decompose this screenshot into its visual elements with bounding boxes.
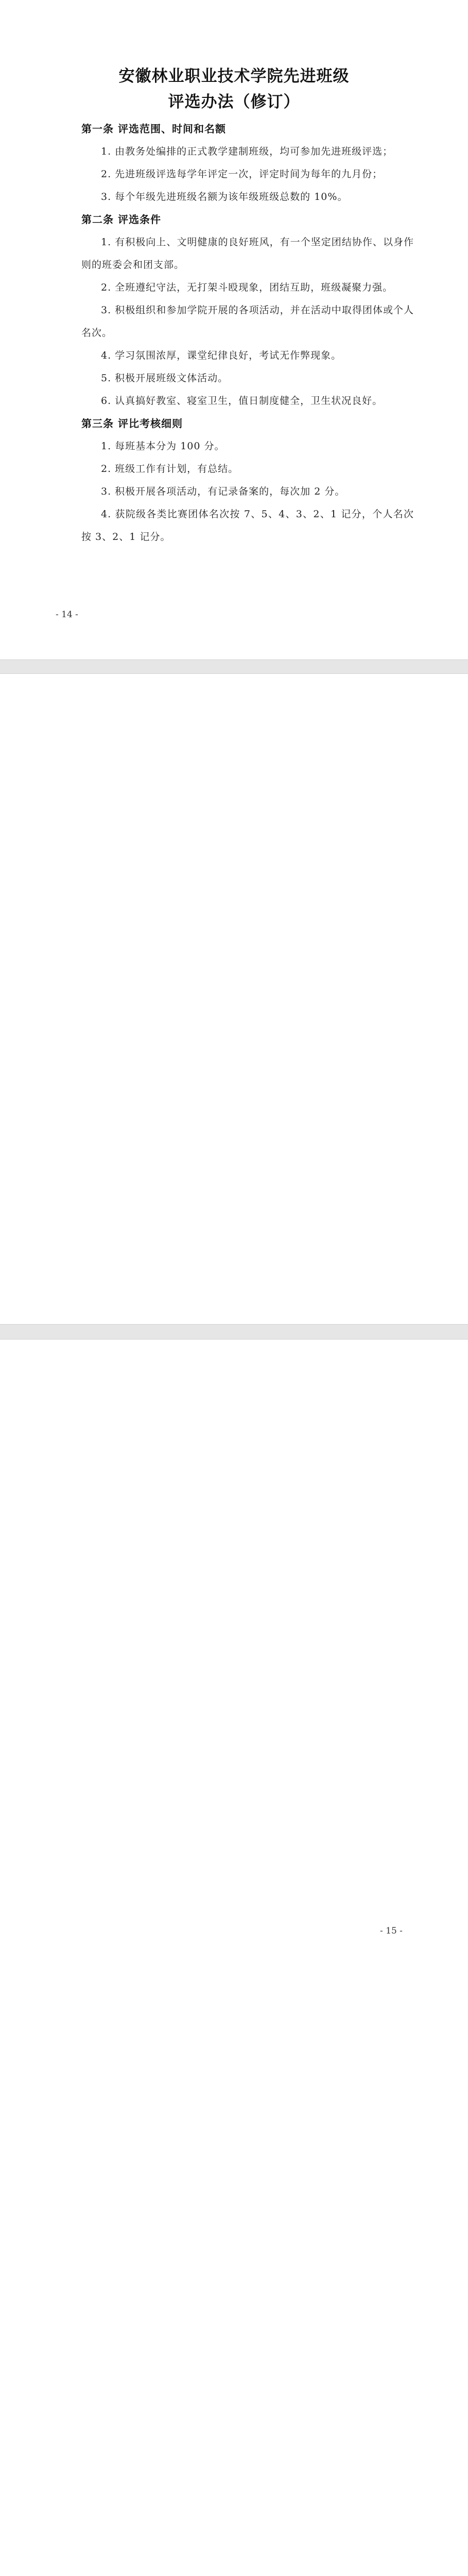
section-heading: 第二条 评选条件 [81,213,161,226]
document-title-line-1: 安徽林业职业技术学院先进班级 [118,67,350,86]
paragraph: 4. 学习氛围浓厚，课堂纪律良好，考试无作弊现象。 [101,350,342,361]
paragraph: 1. 由教务处编排的正式教学建制班级，均可参加先进班级评选； [101,146,393,157]
paragraph: 1. 有积极向上、文明健康的良好班风，有一个坚定团结协作、以身作则的班委会和团支部。 [81,236,414,270]
page-separator [0,659,468,674]
paragraph: 3. 积极开展各项活动，有记录备案的，每次加 2 分。 [101,486,345,497]
page-number: - 14 - [56,609,78,620]
page-number: - 15 - [380,1926,403,1936]
document-page-1 [0,0,468,659]
paragraph: 6. 认真搞好教室、寝室卫生，值日制度健全，卫生状况良好。 [101,395,383,406]
document-page-3 [0,1340,468,1841]
paragraph: 2. 全班遵纪守法，无打架斗殴现象，团结互助，班级凝聚力强。 [101,282,393,293]
paragraph: 5. 积极开展班级文体活动。 [101,372,229,384]
paragraph: 1. 每班基本分为 100 分。 [101,440,225,452]
paragraph: 2. 班级工作有计划，有总结。 [101,463,239,474]
page-1-body [81,117,414,548]
page-separator [0,1324,468,1340]
document-title-line-2: 评选办法（修订） [168,93,300,111]
paragraph: 3. 每个年级先进班级名额为该年级班级总数的 10%。 [101,191,348,202]
section-heading: 第一条 评选范围、时间和名额 [81,123,226,135]
section-heading: 第三条 评比考核细则 [81,417,183,430]
paragraph: 4. 获院级各类比赛团体名次按 7、5、4、3、2、1 记分，个人名次按 3、2、1 记分。 [81,509,414,543]
paragraph: 2. 先进班级评选每学年评定一次，评定时间为每年的九月份； [101,168,383,180]
paragraph: 3. 积极组织和参加学院开展的各项活动，并在活动中取得团体或个人名次。 [81,304,414,338]
document-page-2 [0,674,468,1936]
